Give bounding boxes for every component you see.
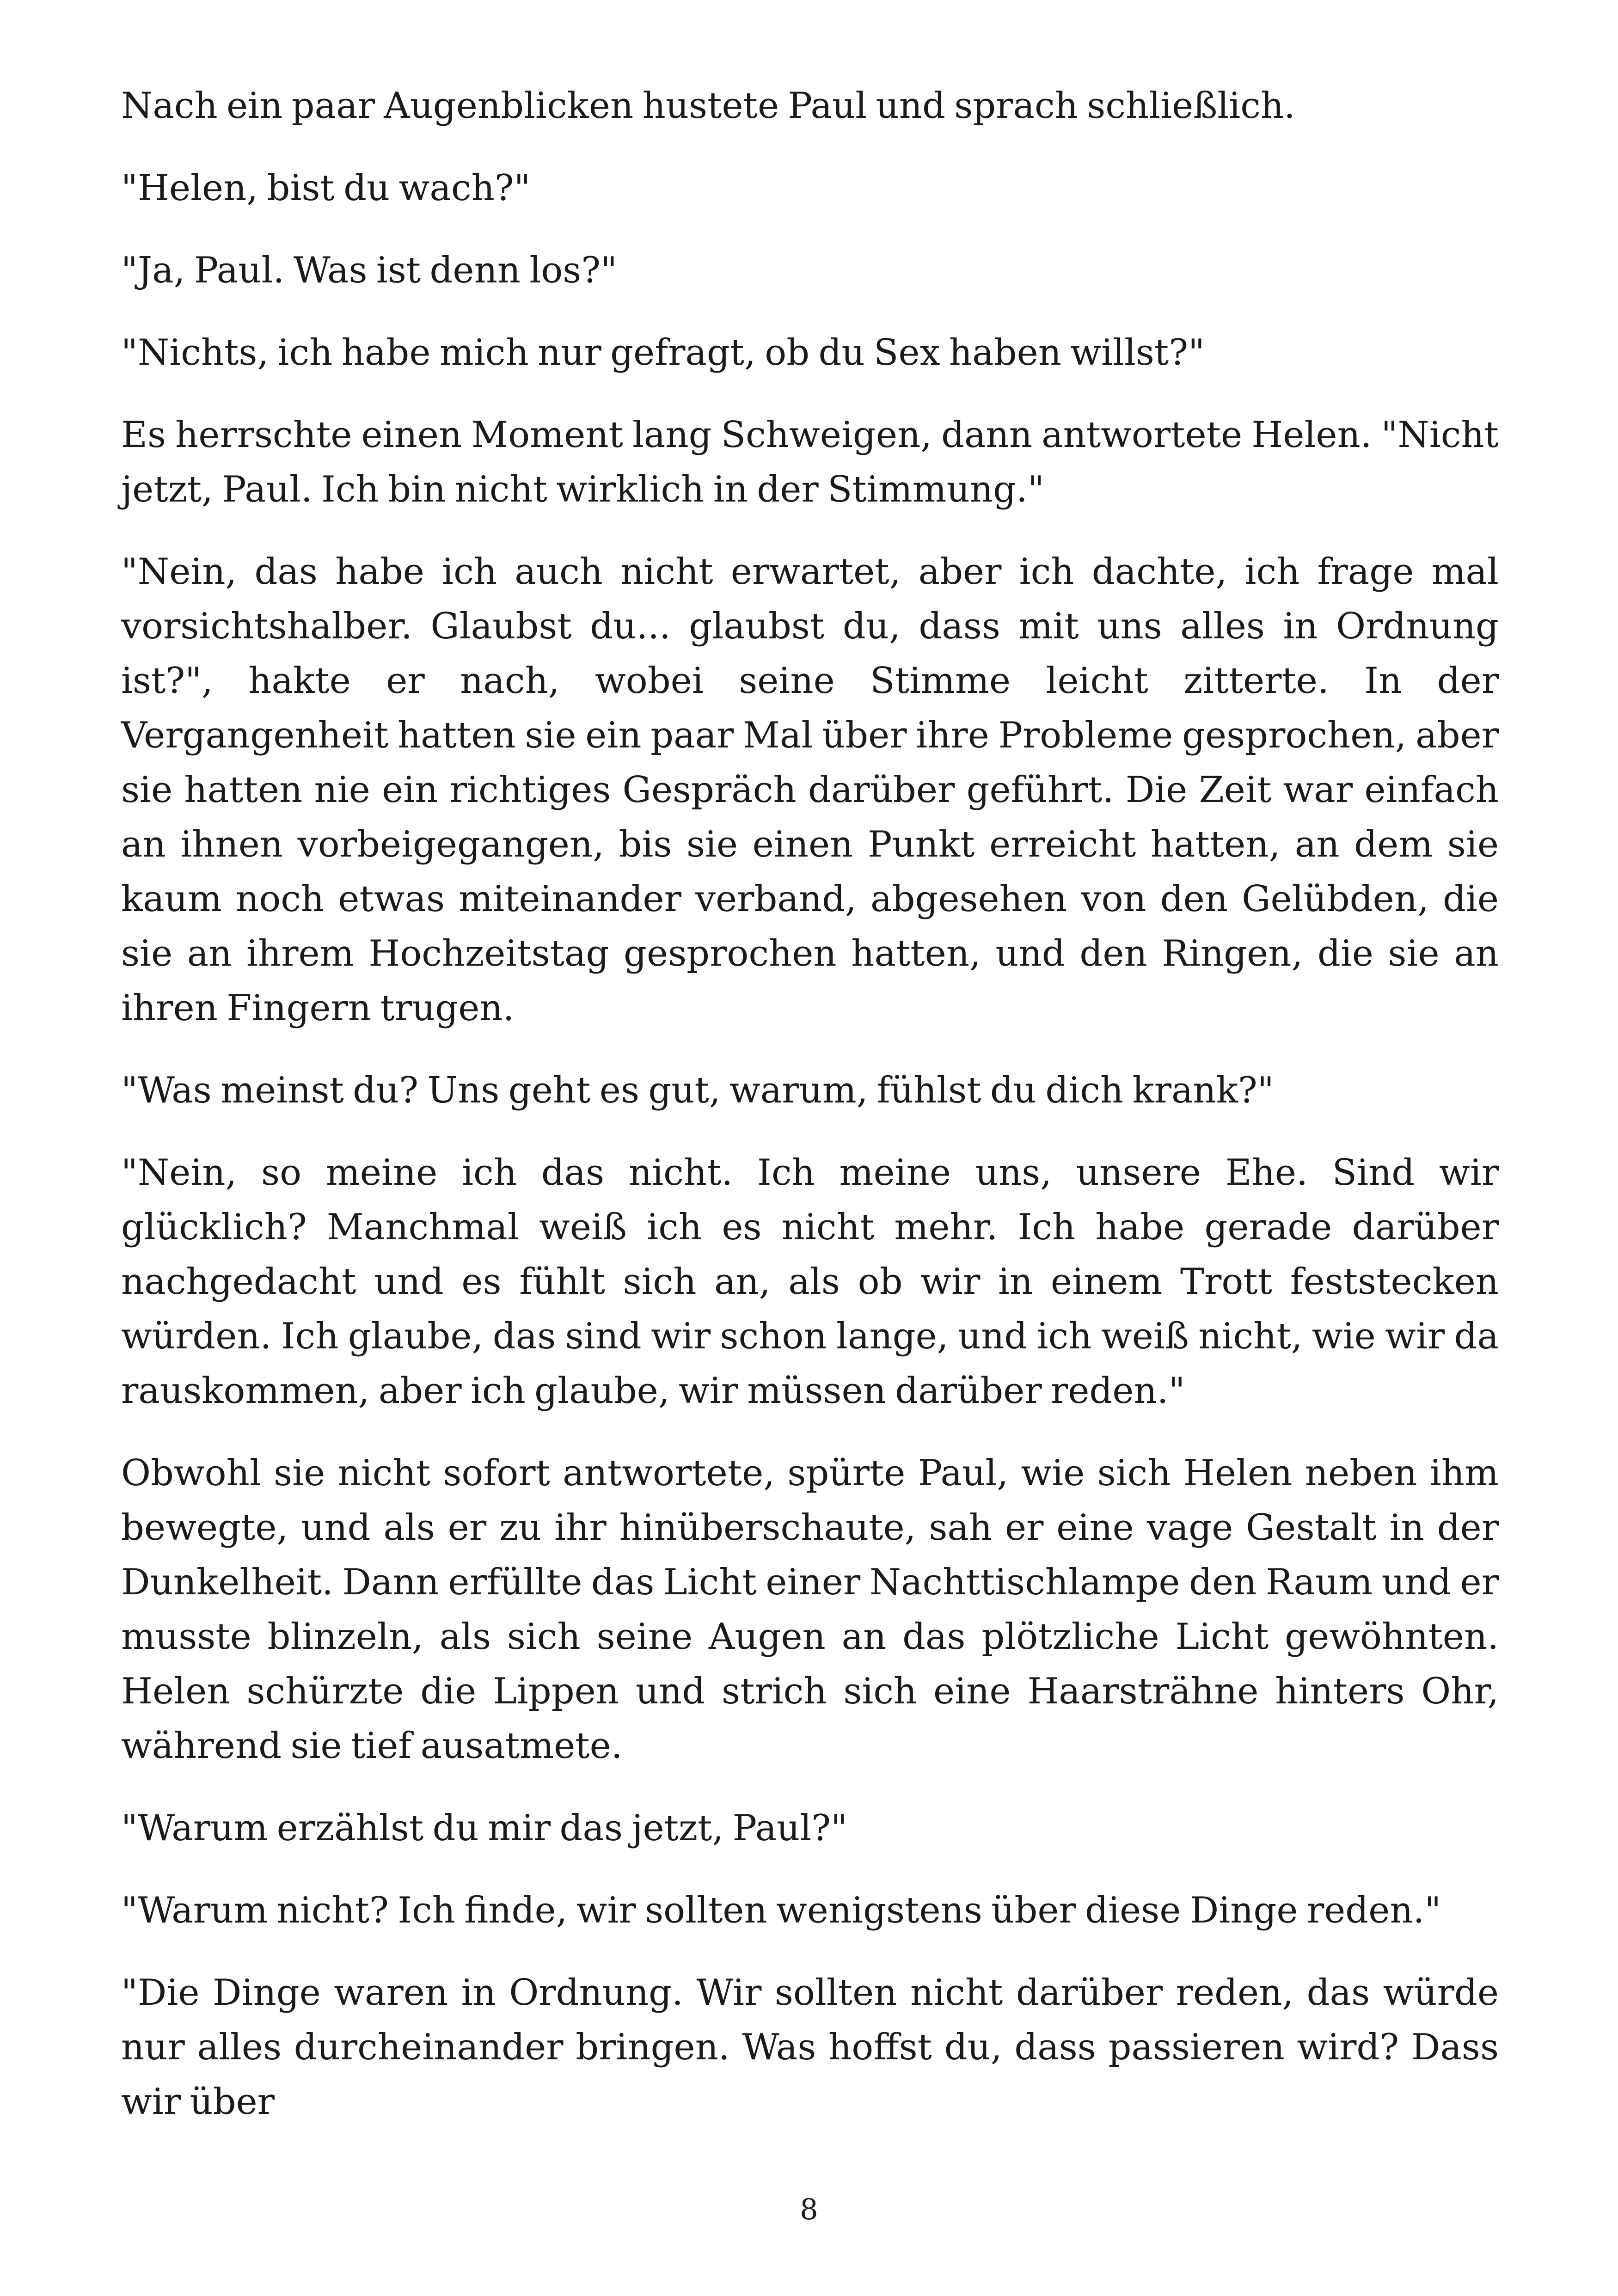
page-number: 8 xyxy=(800,2192,818,2226)
paragraph: "Warum erzählst du mir das jetzt, Paul?" xyxy=(121,1807,847,1849)
paragraph: Es herrschte einen Moment lang Schweigen, dann antwortete Helen. "Nicht jetzt, Paul. Ich bin nicht wirklich in der Stimmung." xyxy=(121,414,1499,510)
paragraph: "Was meinst du? Uns geht es gut, warum, fühlst du dich krank?" xyxy=(121,1070,1274,1111)
paragraph: "Die Dinge waren in Ordnung. Wir sollten nicht darüber reden, das würde nur alles durcheinander bringen. Was hoffst du, dass passieren wird? Dass wir über xyxy=(121,1972,1499,2123)
paragraph: "Nichts, ich habe mich nur gefragt, ob du Sex haben willst?" xyxy=(121,332,1205,373)
paragraph: "Helen, bist du wach?" xyxy=(121,167,531,209)
paragraph: "Nein, das habe ich auch nicht erwartet, aber ich dachte, ich frage mal vorsichtshalber. Glaubst du... glaubst du, dass mit uns alles in Ordnung ist?", hakte er nach, wobei seine Stimme leicht zitterte. In der Vergangenheit hatten sie ein paar Mal über ihre Probleme gesprochen, aber sie hatten nie ein richtiges Gespräch darüber geführt. Die Zeit war einfach an ihnen vorbeigegangen, bis sie einen Punkt erreicht hatten, an dem sie kaum noch etwas miteinander verband, abgesehen von den Gelübden, die sie an ihrem Hochzeitstag gesprochen hatten, und den Ringen, die sie an ihren Fingern trugen. xyxy=(121,551,1499,1029)
paragraph: "Warum nicht? Ich finde, wir sollten wenigstens über diese Dinge reden." xyxy=(121,1890,1441,1931)
paragraph: "Nein, so meine ich das nicht. Ich meine uns, unsere Ehe. Sind wir glücklich? Manchmal weiß ich es nicht mehr. Ich habe gerade darüber nachgedacht und es fühlt sich an, als ob wir in einem Trott feststecken würden. Ich glaube, das sind wir schon lange, und ich weiß nicht, wie wir da rauskommen, aber ich glaube, wir müssen darüber reden." xyxy=(121,1152,1499,1412)
paragraph: "Ja, Paul. Was ist denn los?" xyxy=(121,250,618,291)
paragraph: Nach ein paar Augenblicken hustete Paul und sprach schließlich. xyxy=(121,85,1295,127)
paragraph: Obwohl sie nicht sofort antwortete, spürte Paul, wie sich Helen neben ihm bewegte, und als er zu ihr hinüberschaute, sah er eine vage Gestalt in der Dunkelheit. Dann erfüllte das Licht einer Nachttischlampe den Raum und er musste blinzeln, als sich seine Augen an das plötzliche Licht gewöhnten. Helen schürzte die Lippen und strich sich eine Haarsträhne hinters Ohr, während sie tief ausatmete. xyxy=(121,1452,1499,1767)
body-text xyxy=(121,79,1499,2157)
